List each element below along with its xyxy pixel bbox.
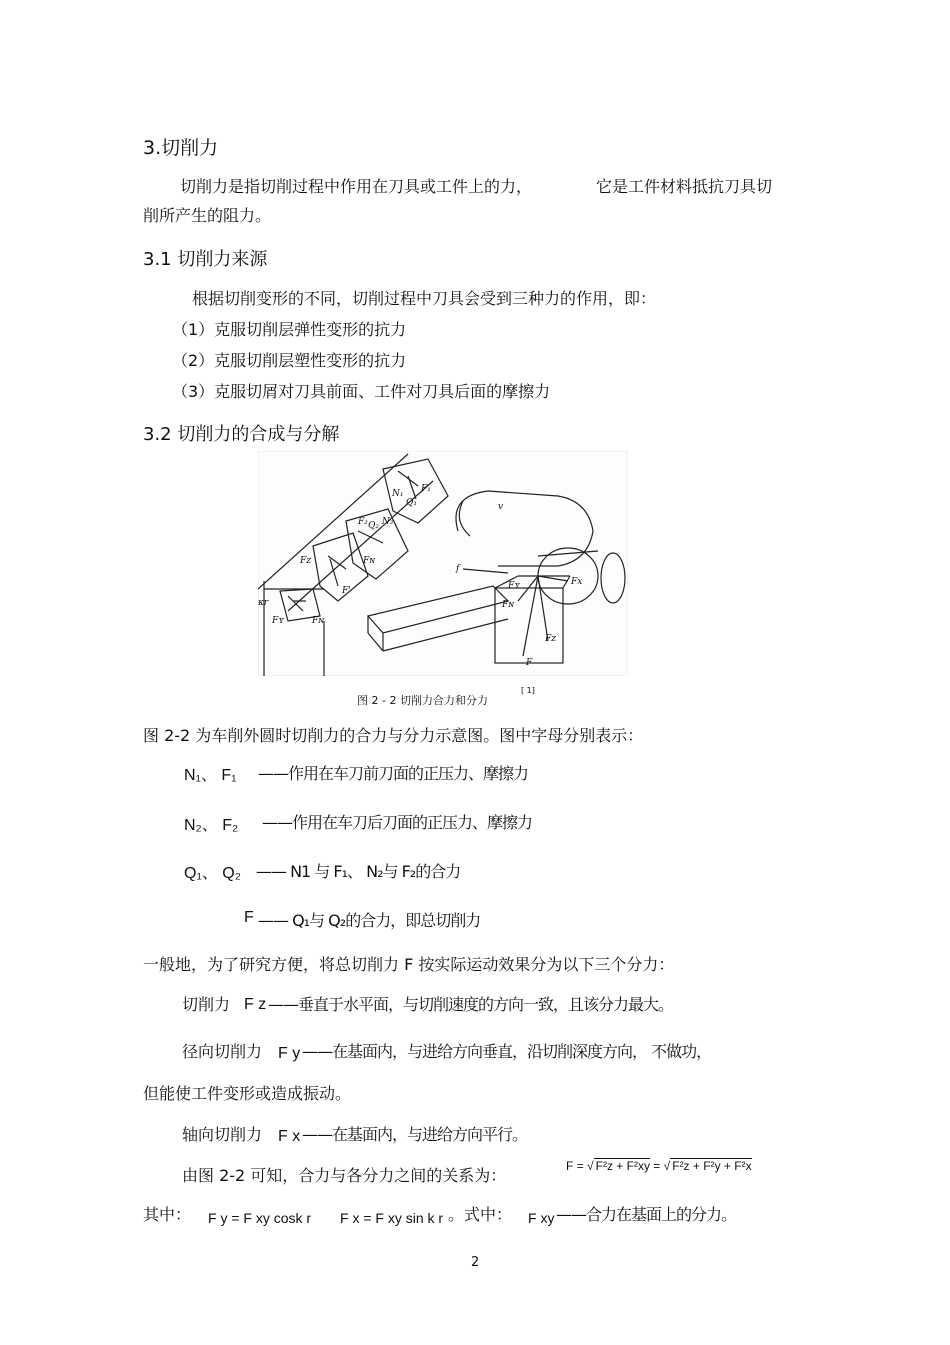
label-f: f bbox=[456, 564, 460, 574]
label-FN: Fɴ bbox=[363, 556, 376, 566]
def-2-text: ——作用在车刀后刀面的正压力、摩擦力 bbox=[262, 813, 533, 832]
fx-text: ——在基面内，与进给方向平行。 bbox=[302, 1125, 528, 1144]
figure-caption: 图 2 - 2 切削力合力和分力 bbox=[357, 694, 488, 707]
intro-line-1a: 切削力是指切削过程中作用在刀具或工件上的力， bbox=[180, 177, 533, 196]
label-FZ: Fᴢ bbox=[300, 556, 311, 566]
label-N1: N₁ bbox=[392, 489, 404, 499]
fz-symbol: F z bbox=[244, 996, 267, 1013]
label-Fprime: F' bbox=[342, 586, 351, 596]
label-v: v bbox=[498, 502, 504, 512]
where-lead: 其中： bbox=[143, 1205, 192, 1224]
intro-line-1b: 它是工件材料抵抗刀具切 bbox=[596, 177, 773, 196]
label-Q2: Q₂ bbox=[368, 521, 379, 531]
section-3-heading: 3.切削力 bbox=[143, 137, 219, 159]
def-4-text: —— Q₁与 Q₂的合力，即总切削力 bbox=[258, 911, 481, 930]
label-FY-left: Fʏ bbox=[272, 616, 285, 626]
section-3-1-heading: 3.1 切削力来源 bbox=[143, 249, 268, 270]
label-F-right: F bbox=[526, 658, 533, 668]
label-N2: N₂ bbox=[382, 517, 394, 527]
section-3-2-heading: 3.2 切削力的合成与分解 bbox=[143, 424, 340, 445]
fx-name: 轴向切削力 bbox=[182, 1125, 263, 1144]
label-kr: κr bbox=[258, 598, 269, 608]
def-3-text: —— N1 与 F₁、 N₂与 F₂的合力 bbox=[256, 862, 461, 881]
def-4-symbol: F bbox=[244, 909, 254, 926]
where-fx: F x = F xy sin k r bbox=[340, 1210, 444, 1226]
fy-text: ——在基面内，与进给方向垂直，沿切削深度方向， 不做功， bbox=[302, 1042, 712, 1061]
fz-name: 切削力 bbox=[182, 995, 231, 1014]
relation-lead: 由图 2-2 可知，合力与各分力之间的关系为： bbox=[182, 1166, 507, 1185]
section-3-1-lead: 根据切削变形的不同，切削过程中刀具会受到三种力的作用，即： bbox=[192, 289, 657, 308]
page-number: 2 bbox=[471, 1255, 480, 1270]
list-item-3: （3）克服切屑对刀具前面、工件对刀具后面的摩擦力 bbox=[172, 382, 551, 401]
label-F1: F₁ bbox=[421, 484, 431, 494]
def-1-text: ——作用在车刀前刀面的正压力、摩擦力 bbox=[258, 764, 529, 783]
figure-reference: [ 1] bbox=[521, 686, 535, 695]
label-FZ-right: Fᴢ bbox=[545, 634, 556, 644]
fx-symbol: F x bbox=[278, 1128, 301, 1145]
fy-text-continued: 但能使工件变形或造成振动。 bbox=[143, 1084, 352, 1103]
where-fxy: F xy bbox=[528, 1210, 555, 1226]
label-FY-right: Fʏ bbox=[508, 581, 521, 591]
fy-symbol: F y bbox=[278, 1045, 301, 1062]
label-FX: Fx bbox=[571, 577, 583, 587]
fy-name: 径向切削力 bbox=[182, 1042, 263, 1061]
list-item-2: （2）克服切削层塑性变形的抗力 bbox=[172, 351, 407, 370]
def-3-symbols: Q₁、 Q₂ bbox=[184, 865, 241, 882]
where-fy: F y = F xy cosk r bbox=[208, 1210, 312, 1226]
label-FN-right: Fɴ bbox=[502, 600, 515, 610]
formula-root-1: F²z + F²xy bbox=[595, 1159, 650, 1173]
where-text: ——合力在基面上的分力。 bbox=[556, 1205, 737, 1224]
intro-line-2: 削所产生的阻力。 bbox=[143, 206, 272, 225]
list-item-1: （1）克服切削层弹性变形的抗力 bbox=[172, 320, 407, 339]
def-1-symbols: N₁、 F₁ bbox=[184, 767, 237, 784]
formula: F = √ F²z + F²xy = √ F²z + F²y + F²x bbox=[566, 1159, 752, 1173]
label-F2: F₂ bbox=[358, 517, 368, 527]
def-2-symbols: N₂、 F₂ bbox=[184, 817, 239, 834]
formula-f: F bbox=[566, 1159, 574, 1173]
decompose-lead: 一般地，为了研究方便，将总切削力 F 按实际运动效果分为以下三个分力： bbox=[143, 955, 675, 974]
cutting-force-figure bbox=[258, 451, 628, 676]
where-mid: 。式中： bbox=[448, 1205, 513, 1224]
label-FN-left: Fɴ bbox=[312, 616, 325, 626]
fz-text: ——垂直于水平面，与切削速度的方向一致，且该分力最大。 bbox=[268, 995, 674, 1014]
label-Q1: Q₁ bbox=[406, 498, 417, 508]
formula-root-2: F²z + F²y + F²x bbox=[672, 1159, 752, 1173]
figure-explanation: 图 2-2 为车削外圆时切削力的合力与分力示意图。图中字母分别表示： bbox=[143, 726, 644, 745]
